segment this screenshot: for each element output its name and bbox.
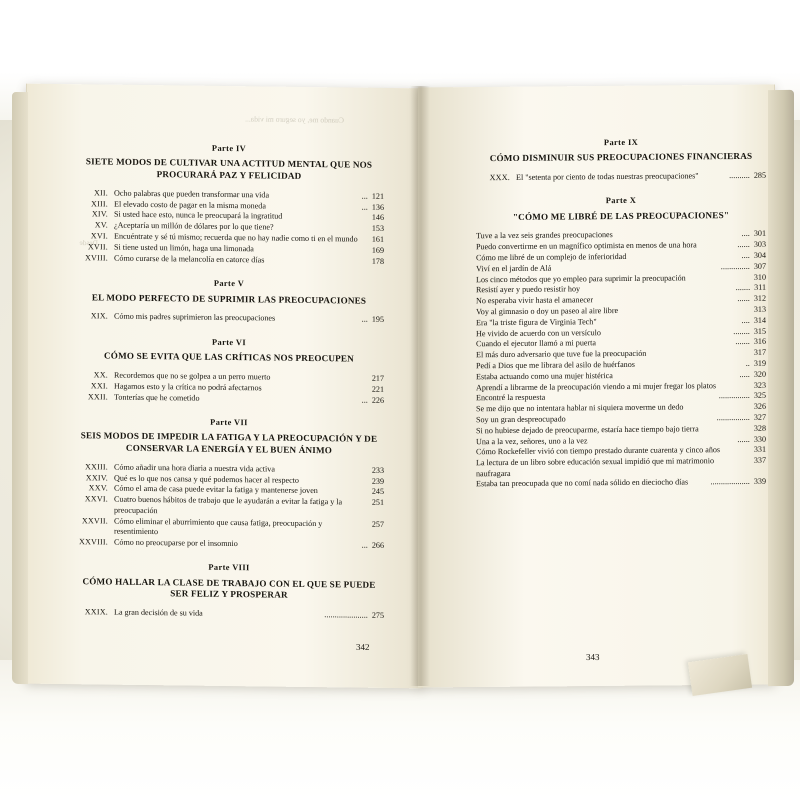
entry-page: 331: [753, 445, 766, 455]
entry-title: Si tiene usted un limón, haga una limonada: [114, 242, 254, 254]
entry-number: XII.: [93, 187, 108, 198]
bleedthrough-text: Cuando me, yo seguro mi vida...: [245, 114, 344, 125]
entry-title: Cómo curarse de la melancolía en catorce días: [114, 253, 265, 265]
part-title: CÓMO SE EVITA QUE LAS CRÍTICAS NOS PREOCUPEN: [104, 350, 354, 364]
entry-page: 326: [753, 401, 766, 411]
entry-title: Voy al gimnasio o doy un paseo al aire libre: [476, 306, 619, 317]
leader-dots: ......: [735, 434, 750, 444]
bleedthrough-text-margin: Desde: [79, 237, 98, 248]
part-title: CÓMO HALLAR LA CLASE DE TRABAJO CON EL QUE SE PUEDE SER FELIZ Y PROSPERAR: [82, 576, 376, 601]
entry-number: XVI.: [90, 231, 108, 241]
entry-page: 339: [753, 477, 766, 487]
entry-page: 275: [371, 610, 384, 620]
leader-dots: ................: [714, 412, 750, 423]
page-number-right: 343: [586, 651, 600, 663]
entry-title: Qué es lo que nos cansa y qué podemos hacer al respecto: [114, 473, 299, 485]
entry-title: Tuve a la vez seis grandes preocupaciones: [476, 230, 613, 241]
entry-page: 221: [371, 384, 384, 394]
toc-entry-group: [74, 188, 384, 268]
toc-entry[interactable]: [74, 607, 384, 621]
leader-dots: .....................: [322, 610, 368, 620]
entry-title: Cómo me libré de un complejo de inferioridad: [476, 251, 627, 263]
entry-page: 153: [371, 224, 384, 234]
entry-title: Si no hubiese dejado de preocuparme, estaría hace tiempo bajo tierra: [476, 424, 699, 436]
entry-page: 161: [371, 234, 384, 245]
entry-title: Cómo eliminar el aburrimiento que causa fatiga, preocupación y resentimiento: [114, 516, 323, 537]
entry-title: Encuéntrate y sé tú mismo; recuerda que no hay nadie como ti en el mundo: [114, 231, 358, 244]
entry-title: Cómo no preocuparse por el insomnio: [114, 537, 238, 549]
entry-title: Ocho palabras que pueden transformar una vida: [114, 188, 270, 200]
part-title: SIETE MODOS DE CULTIVAR UNA ACTITUD MENTAL QUE NOS PROCURARÁ PAZ Y FELICIDAD: [85, 156, 373, 181]
entry-number: XVII.: [87, 242, 108, 252]
entry-page: 337: [753, 455, 766, 465]
entry-number: XXX.: [489, 172, 510, 183]
toc-entry-group: [476, 171, 766, 184]
entry-page: 330: [753, 434, 766, 444]
entry-page: 327: [753, 412, 766, 422]
leader-dots: ..............: [718, 261, 750, 271]
entry-page: 178: [371, 256, 384, 266]
entry-number: XXVI.: [84, 494, 108, 504]
leader-dots: ...: [359, 315, 368, 325]
entry-number: XIX.: [90, 311, 108, 321]
entry-title: Pedí a Dios que me librara del asilo de huérfanos: [476, 359, 635, 371]
entry-title: Aprendí a librarme de la preocupación viendo a mi mujer fregar los platos: [476, 380, 717, 392]
entry-page: 311: [754, 283, 766, 293]
entry-number: XXVIII.: [78, 537, 108, 547]
entry-page: 136: [371, 202, 384, 212]
left-page-content: [74, 142, 384, 623]
open-book: [26, 86, 774, 686]
part-label: Parte VIII: [208, 563, 250, 573]
entry-title: Viví en el jardín de Alá: [476, 263, 552, 274]
part-label: Parte VI: [212, 337, 246, 348]
entry-page: 239: [371, 476, 384, 486]
entry-title: Encontré la respuesta: [476, 393, 546, 403]
entry-page: 314: [753, 315, 766, 325]
entry-page: 317: [753, 347, 766, 358]
leader-dots: .......: [733, 283, 751, 293]
leader-dots: ...: [359, 540, 368, 550]
entry-page: 226: [371, 395, 384, 405]
left-page-edge: [12, 92, 28, 684]
entry-page: 121: [371, 191, 384, 201]
entry-page: 307: [753, 261, 766, 271]
entry-title: Si usted hace esto, nunca le preocupará la ingratitud: [114, 210, 283, 222]
entry-title: El "setenta por ciento de todas nuestras preocupaciones": [516, 171, 699, 182]
entry-page: 169: [371, 245, 384, 256]
entry-number: XXV.: [88, 483, 108, 493]
entry-number: XXIV.: [85, 472, 108, 483]
toc-entry-group: [74, 370, 384, 406]
entry-title: No esperaba vivir hasta el amanecer: [476, 295, 594, 306]
leader-dots: ......: [735, 240, 750, 250]
entry-number: XXII.: [87, 391, 108, 402]
entry-title: He vivido de acuerdo con un versículo: [476, 327, 601, 338]
entry-page: 245: [371, 487, 384, 497]
leader-dots: ...: [359, 395, 368, 405]
entry-page: 266: [371, 540, 384, 550]
leader-dots: ...................: [708, 477, 750, 487]
leader-dots: .......: [733, 337, 750, 347]
entry-title: Una a la vez, señores, uno a la vez: [476, 435, 588, 446]
entry-page: 312: [753, 293, 766, 304]
leader-dots: ...: [359, 202, 368, 212]
entry-page: 304: [753, 250, 766, 260]
entry-title: Tonterías que he cometido: [114, 392, 200, 403]
entry-number: XX.: [93, 370, 108, 380]
entry-title: Soy un gran despreocupado: [476, 414, 566, 425]
entry-page: 285: [753, 170, 766, 180]
part-title: CÓMO DISMINUIR SUS PREOCUPACIONES FINANCIERAS: [489, 151, 753, 164]
entry-title: Cuando el ejecutor llamó a mi puerta: [476, 338, 597, 349]
entry-title: Hagamos esto y la crítica no podrá afectarnos: [114, 381, 262, 393]
toc-entry-group: [74, 312, 384, 326]
entry-title: Era "la triste figura de Virginia Tech": [476, 316, 597, 328]
entry-title: Los cinco métodos que yo empleo para suprimir la preocupación: [476, 273, 686, 284]
entry-number: XXIX.: [84, 607, 108, 617]
entry-page: 319: [753, 358, 766, 368]
entry-number: XVIII.: [85, 253, 108, 263]
leader-dots: ........: [731, 326, 750, 336]
entry-page: 195: [371, 315, 384, 325]
entry-title: La lectura de un libro sobre educación sexual impidió que mi matrimonio naufragara: [476, 456, 715, 478]
entry-page: 310: [753, 272, 766, 282]
toc-entry-group: [74, 462, 384, 552]
entry-page: 328: [753, 423, 766, 433]
entry-title: Cuatro buenos hábitos de trabajo que le ayudarán a evitar la fatiga y la preocupación: [114, 494, 343, 515]
page-number-left: 342: [356, 641, 370, 653]
entry-title: ¿Aceptaría un millón de dólares por lo que tiene?: [114, 220, 274, 232]
leader-dots: ......: [735, 294, 750, 304]
toc-entry-group: [74, 607, 384, 621]
part-label: Parte IX: [603, 137, 639, 148]
entry-number: XXI.: [90, 381, 108, 391]
leader-dots: ...............: [716, 391, 750, 401]
entry-page: 146: [371, 213, 384, 223]
entry-page: 315: [753, 326, 766, 336]
entry-title: Estaba tan preocupada que no comí nada sólido en dieciocho días: [476, 477, 689, 489]
entry-title: Puedo convertirme en un magnífico optimista en menos de una hora: [476, 240, 697, 252]
entry-page: 303: [753, 239, 766, 250]
right-page-edge: [768, 90, 794, 686]
entry-number: XIII.: [91, 198, 108, 209]
entry-title: Cómo añadir una hora diaria a nuestra vida activa: [114, 462, 275, 474]
entry-title: Se me dijo que no intentara hablar ni siquiera moverme un dedo: [476, 402, 684, 414]
leader-dots: .....: [737, 369, 750, 379]
entry-page: 313: [753, 304, 766, 314]
toc-entry[interactable]: [476, 171, 766, 184]
part-title: "CÓMO ME LIBRÉ DE LAS PREOCUPACIONES": [512, 209, 730, 222]
right-page-content: [476, 137, 766, 492]
entry-number: XV.: [94, 220, 108, 230]
part-title: EL MODO PERFECTO DE SUPRIMIR LAS PREOCUPACIONES: [91, 292, 367, 306]
part-label: Parte VII: [210, 417, 248, 428]
entry-title: Estaba actuando como una mujer histérica: [476, 370, 613, 382]
toc-entry[interactable]: [476, 477, 766, 490]
entry-page: 217: [371, 373, 384, 383]
entry-page: 301: [753, 229, 766, 239]
entry-page: 325: [753, 391, 766, 401]
entry-title: La gran decisión de su vida: [114, 607, 203, 618]
entry-title: Recordemos que no se golpea a un perro muerto: [114, 370, 271, 382]
entry-title: Resistí ayer y puedo resistir hoy: [476, 284, 581, 295]
entry-title: Cómo mis padres suprimieron las preocupaciones: [114, 312, 276, 324]
entry-number: XXVII.: [81, 515, 108, 526]
leader-dots: ..: [743, 358, 750, 368]
part-label: Parte V: [213, 279, 245, 289]
entry-title: El elevado costo de pagar en la misma moneda: [114, 199, 266, 210]
toc-entry[interactable]: [74, 312, 384, 326]
leader-dots: ..........: [727, 170, 750, 181]
entry-title: Cómo el ama de casa puede evitar la fatiga y mantenerse joven: [114, 484, 318, 496]
entry-page: 251: [371, 498, 384, 508]
entry-title: El más duro adversario que tuve fue la preocupación: [476, 348, 647, 360]
part-label: Parte IV: [211, 143, 247, 154]
leader-dots: ....: [739, 315, 750, 325]
entry-page: 257: [371, 519, 384, 529]
leader-dots: ....: [739, 229, 750, 239]
toc-entry-group: [476, 229, 766, 490]
leader-dots: ...: [359, 191, 368, 201]
leader-dots: ....: [739, 250, 750, 260]
entry-page: 320: [753, 369, 766, 379]
entry-page: 323: [753, 380, 766, 390]
part-label: Parte X: [605, 196, 637, 206]
entry-number: XXIII.: [85, 461, 108, 472]
entry-page: 233: [371, 465, 384, 475]
entry-number: XIV.: [91, 209, 108, 219]
part-title: SEIS MODOS DE IMPEDIR LA FATIGA Y LA PREOCUPACIÓN Y DE CONSERVAR LA ENERGÍA Y EL BUEN ÁNIMO: [80, 430, 378, 456]
entry-page: 316: [753, 337, 766, 347]
toc-entry[interactable]: [476, 456, 766, 479]
entry-title: Cómo Rockefeller vivió con tiempo prestado durante cuarenta y cinco años: [476, 445, 721, 457]
